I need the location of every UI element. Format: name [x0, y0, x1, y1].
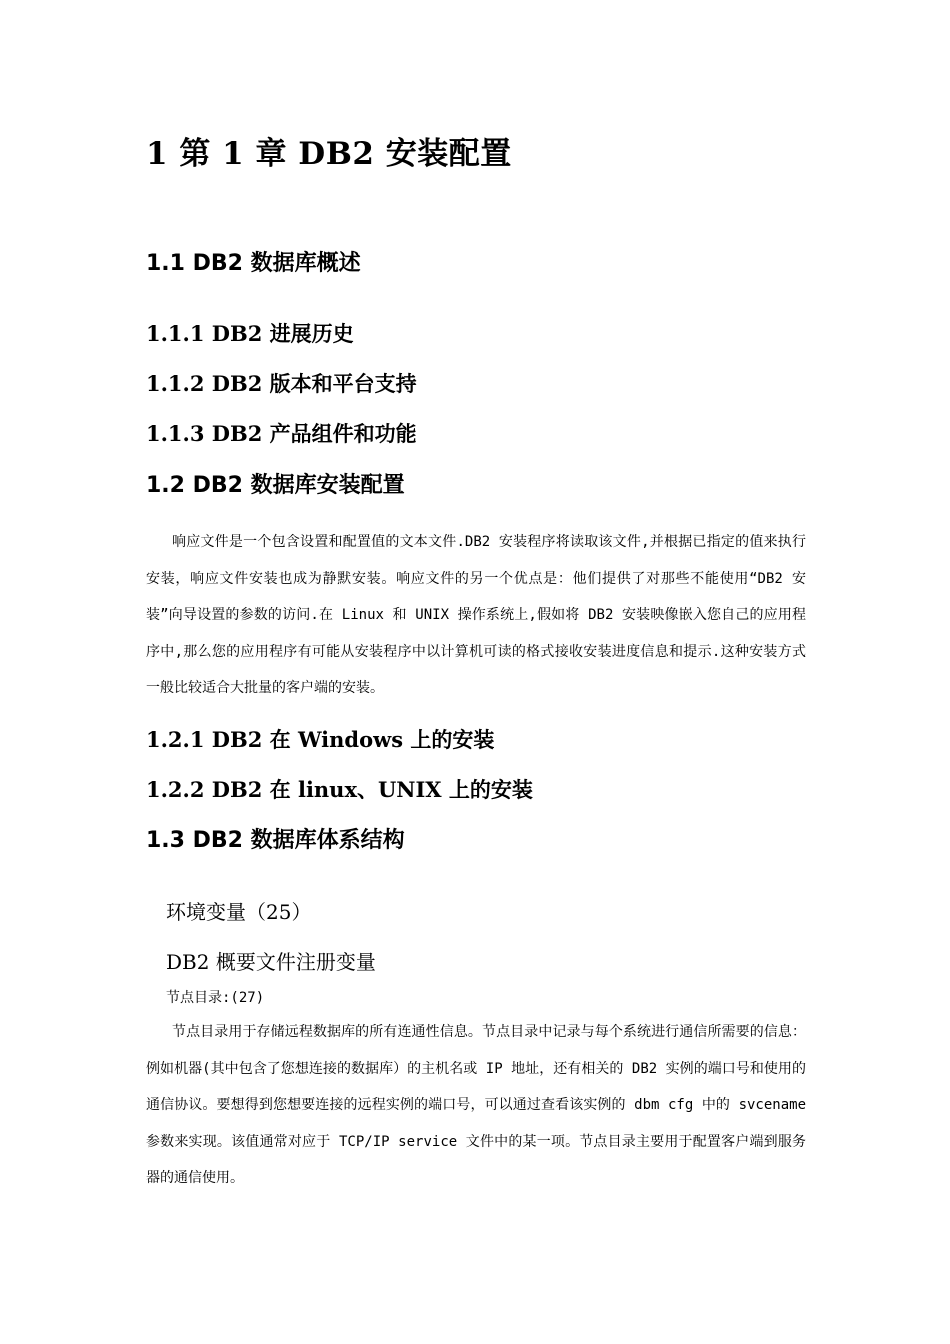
response-file-paragraph: 响应文件是一个包含设置和配置值的文本文件.DB2 安装程序将读取该文件,并根据已指定的值来执行安装，响应文件安装也成为静默安装。响应文件的另一个优点是：他们提供了对那些不能使用“DB2 安装”向导设置的参数的访问.在 Linux 和 UNIX 操作系统上,假如将 DB2 安装映像嵌入您自己的应用程序中,那么您的应用程序有可能从安装程序中以计算机可读的格式接收安装进度信息和提示.这种安装方式一般比较适合大批量的客户端的安装。	[146, 534, 806, 696]
section-heading-1-2: 1.2 DB2 数据库安装配置	[146, 473, 405, 498]
section-heading-1-1-1: 1.1.1 DB2 进展历史	[146, 321, 354, 346]
profile-vars-heading: DB2 概要文件注册变量	[166, 950, 376, 974]
node-directory-label: 节点目录:(27)	[166, 990, 265, 1006]
node-directory-paragraph: 节点目录用于存储远程数据库的所有连通性信息。节点目录中记录与每个系统进行通信所需要的信息：例如机器(其中包含了您想连接的数据库）的主机名或 IP 地址，还有相关的 DB2 实例的端口号和使用的通信协议。要想得到您想要连接的远程实例的端口号，可以通过查看该实例的 dbm cfg 中的 svcename 参数来实现。该值通常对应于 TCP/IP service 文件中的某一项。节点目录主要用于配置客户端到服务器的通信使用。	[146, 1024, 806, 1186]
section-heading-1-2-1: 1.2.1 DB2 在 Windows 上的安装	[146, 727, 495, 752]
env-vars-heading: 环境变量（25）	[166, 900, 312, 924]
section-heading-1-3: 1.3 DB2 数据库体系结构	[146, 828, 405, 853]
section-heading-1-1-3: 1.1.3 DB2 产品组件和功能	[146, 421, 417, 446]
section-heading-1-2-2: 1.2.2 DB2 在 linux、UNIX 上的安装	[146, 777, 533, 802]
chapter-title: 1 第 1 章 DB2 安装配置	[146, 136, 512, 172]
section-heading-1-1-2: 1.1.2 DB2 版本和平台支持	[146, 371, 417, 396]
section-heading-1-1: 1.1 DB2 数据库概述	[146, 251, 361, 276]
